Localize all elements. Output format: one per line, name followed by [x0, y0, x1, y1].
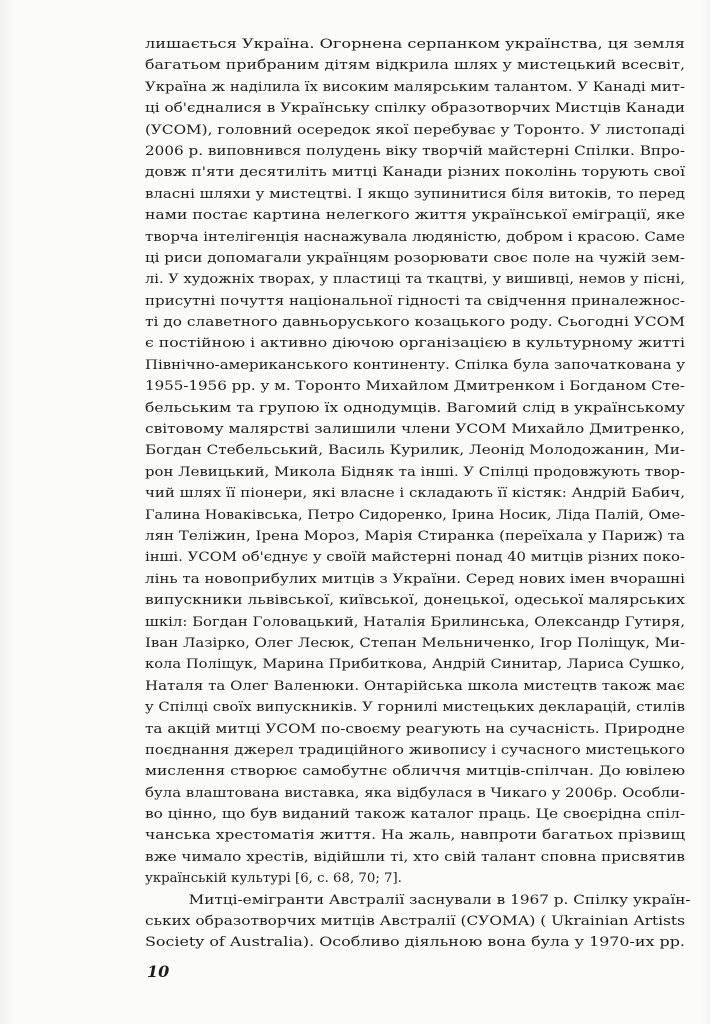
text-line: у Спілці своїх випускників. У горнилі мистецьких декларацій, стилів	[145, 700, 686, 716]
text-line: є постійною і активно діючою організацією в культурному житті	[145, 336, 685, 352]
text-line: випускники львівської, київської, донецької, одеської малярських	[145, 593, 685, 609]
text-line: 2006 р. виповнився полудень віку творчій майстерні Спілки. Впро-	[145, 143, 685, 159]
text-line: мислення створює самобутнє обличчя митців-спілчан. До ювілею	[145, 764, 686, 780]
text-line: була влаштована виставка, яка відбулася в Чикаго у 2006р. Особли-	[145, 785, 686, 801]
text-line: лінь та новоприбулих митців з України. Серед нових імен вчорашні	[145, 571, 685, 587]
text-line: Наталя та Олег Валенюки. Онтарійська школа мистецтв також має	[145, 678, 685, 694]
text-line: чанська хрестоматія життя. На жаль, навпроти багатьох прізвищ	[145, 828, 685, 844]
text-line: Іван Лазірко, Олег Лесюк, Степан Мельниченко, Ігор Поліщук, Ми-	[145, 635, 686, 651]
text-line: 1955-1956 рр. у м. Торонто Михайлом Дмитренком і Богданом Сте-	[145, 379, 686, 395]
text-line: та акцій митці УСОМ по-своєму реагують на сучасність. Природне	[145, 721, 686, 737]
text-line: чий шлях її піонери, які власне і складають її кістяк: Андрій Бабич,	[145, 486, 685, 502]
text-line: Митці-емігранти Австралії заснували в 1967 р. Спілку україн-	[188, 892, 691, 908]
text-line: ських образотворчих митців Австралії (СУОМА) ( Ukrainian Artists	[145, 914, 685, 930]
text-line: кола Поліщук, Марина Прибиткова, Андрій Синитар, Лариса Сушко,	[145, 657, 685, 673]
text-line: лі. У художніх творах, у пластиці та ткацтві, у вишивці, немов у пісні,	[145, 272, 685, 288]
text-line: нами постає картина нелегкого життя української еміграції, яке	[145, 208, 686, 224]
text-line: багатьом прибраним дітям відкрила шлях у мистецький всесвіт,	[145, 58, 685, 74]
text-line: довж п'яти десятиліть митці Канади різних поколінь торують свої	[145, 165, 686, 181]
text-line: власні шляхи у мистецтві. І якщо зупинитися біля витоків, то перед	[145, 186, 685, 202]
text-line: (УСОМ), головний осередок якої перебуває у Торонто. У листопаді	[145, 122, 685, 138]
text-line: присутні почуття національної гідності та свідчення приналежнос-	[145, 293, 685, 309]
text-line: українській культурі [6, с. 68, 70; 7].	[145, 871, 402, 887]
text-line: шкіл: Богдан Головацький, Наталія Брилинська, Олександр Гутиря,	[145, 614, 685, 630]
text-line: світовому малярстві залишили члени УСОМ Михайло Дмитренко,	[145, 422, 686, 438]
text-line: вже чимало хрестів, відійшли ті, хто свій талант сповна присвятив	[145, 849, 685, 865]
body-text	[145, 34, 691, 954]
text-line: інші. УСОМ об'єднує у своїй майстерні понад 40 митців різних поко-	[145, 550, 685, 566]
text-line: лишається Україна. Огорнена серпанком українства, ця земля	[145, 37, 685, 52]
text-line: рон Левицький, Микола Бідняк та інші. У Спілці продовжують твор-	[145, 464, 685, 480]
text-line: Північно-американського континенту. Спілка була започаткована у	[145, 357, 686, 373]
text-line: ці риси допомагали українцям розорювати своє поле на чужій зем-	[145, 250, 685, 266]
text-line: Богдан Стебельський, Василь Курилик, Леонід Молодожанин, Ми-	[145, 443, 685, 459]
text-line: Україна ж наділила їх високим малярським талантом. У Канаді мит-	[145, 79, 686, 95]
text-line: лян Теліжин, Ірена Мороз, Марія Стиранка (переїхала у Париж) та	[145, 528, 686, 544]
text-line: Галина Новаківська, Петро Сидоренко, Ірина Носик, Ліда Палій, Оме-	[145, 507, 686, 523]
text-line: ті до славетного давньоруського козацького роду. Сьогодні УСОМ	[145, 315, 685, 331]
text-line: Society of Australia). Особливо діяльною вона була у 1970-их рр.	[145, 935, 685, 951]
text-line: творча інтелігенція наснажувала людяністю, добром і красою. Саме	[145, 229, 685, 245]
page-number: 10	[147, 962, 170, 981]
text-line: ці об'єдналися в Українську спілку образотворчих Мистців Канади	[145, 101, 686, 117]
text-line: поєднання джерел традиційного живопису і сучасного мистецького	[145, 742, 685, 758]
text-line: бельським та групою їх однодумців. Вагомий слід в українському	[145, 400, 685, 416]
text-line: во цінно, що був виданий також каталог праць. Це своєрідна спіл-	[145, 807, 686, 823]
